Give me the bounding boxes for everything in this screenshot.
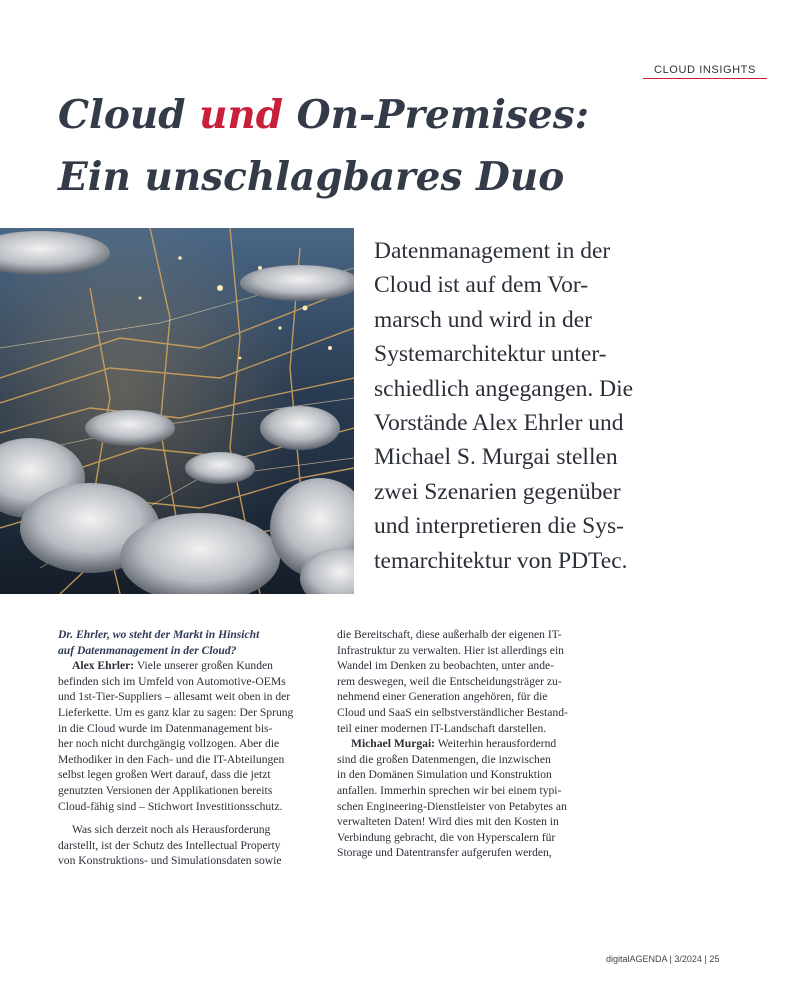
answer-paragraph: die Bereitschaft, diese außerhalb der eigenen IT- Infrastruktur zu verwalten. Hier ist allerdings ein Wandel im Denken zu beobachten, unter ande- rem deswegen, weil die Entscheidungsträger zu- nehmend einer Generation angehören, für die Cloud und SaaS ein selbstverständlicher Bestand- teil einer modernen IT-Landschaft darstellen. [337, 628, 568, 735]
speaker-name: Michael Murgai: [351, 737, 436, 751]
issue-number: 3/2024 [674, 954, 702, 964]
section-label: CLOUD INSIGHTS [654, 64, 756, 76]
title-line-2: Ein unschlagbares Duo [58, 154, 565, 200]
hero-image [0, 228, 354, 594]
body-column-1 [58, 627, 330, 869]
answer-paragraph: Alex Ehrler: Viele unserer großen Kunden befinden sich im Umfeld von Automotive-OEMs und 1st-Tier-Suppliers – allesamt weit oben in der Lieferkette. Um es ganz klar zu sagen: Der Sprung in die Cloud wurde im Datenmanagement bis- her noch nicht durchgängig vollzogen. Aber die Methodiker in den Fach- und die IT-Abteilungen selbst legen großen Wert darauf, dass die jetzt genutzten Versionen der Applikationen bereits Cloud-fähig sind – Stichwort Investitionsschutz. [58, 659, 294, 813]
page-footer: digitalAGENDA | 3/2024 | 25 [606, 954, 720, 964]
answer-paragraph: Michael Murgai: Weiterhin herausfordernd sind die großen Datenmengen, die inzwischen in den Domänen Simulation und Konstruktion anfallen. Immerhin sprechen wir bei einem typi- schen Engineering-Dienstleister von Petabytes an verwalteten Daten! Wird dies mit den Kosten in Verbindung gebracht, die von Hyperscalern für Storage und Datentransfer aufgerufen werden, [337, 737, 567, 860]
answer-paragraph: Was sich derzeit noch als Herausforderung darstellt, ist der Schutz des Intellectual Property von Konstruktions- und Simulationsdaten sowie [58, 823, 282, 868]
interview-question: Dr. Ehrler, wo steht der Markt in Hinsicht auf Datenmanagement in der Cloud? [58, 628, 260, 657]
speaker-name: Alex Ehrler: [72, 659, 135, 673]
cloud-circuit-illustration-icon [0, 228, 354, 594]
body-column-2 [337, 627, 609, 861]
publication-name: digitalAGENDA [606, 954, 668, 964]
page-number: 25 [709, 954, 720, 964]
section-rule [643, 78, 767, 79]
lead-paragraph: Datenmanagement in der Cloud ist auf dem Vor- marsch und wird in der Systemarchitektur unter- schiedlich angegangen. Die Vorstände Alex Ehrler und Michael S. Murgai stellen zwei Szenarien gegenüber und interpretieren die Sys- temarchitektur von PDTec. [374, 238, 634, 574]
title-line-1: Cloud und On-Premises: [58, 92, 590, 138]
article-title [58, 84, 589, 208]
title-accent-word: und [199, 92, 284, 138]
